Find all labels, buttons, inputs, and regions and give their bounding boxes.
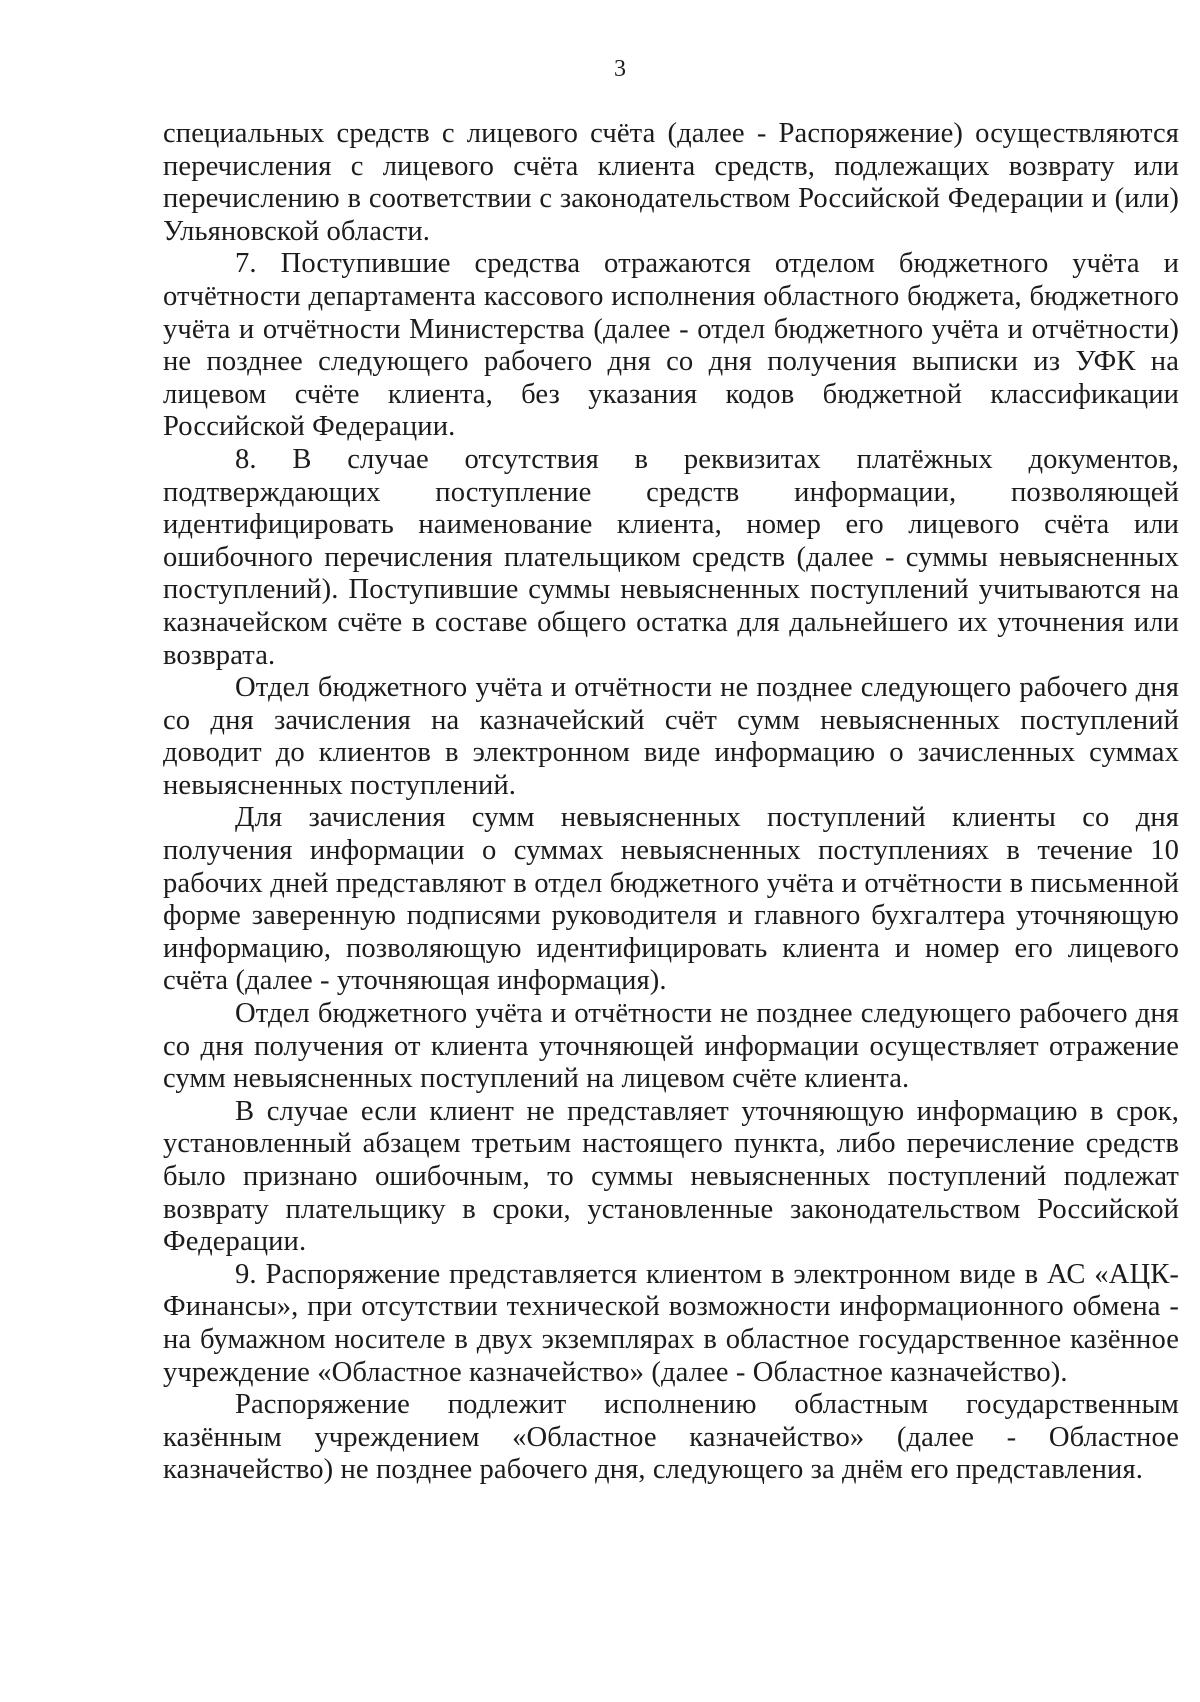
paragraph-item-9-execution: Распоряжение подлежит исполнению областным государственным казённым учреждением «Областное казначейство» (далее - Областное казначейство) не позднее рабочего дня, следующего за днём его представления.: [163, 1389, 1179, 1486]
paragraph-item-8: 8. В случае отсутствия в реквизитах платёжных документов, подтверждающих поступление средств информации, позволяющей идентифицировать наименование клиента, номер его лицевого счёта или ошибочного перечисления плательщиком средств (далее - суммы невыясненных поступлений). Поступившие суммы невыясненных поступлений учитываются на казначейском счёте в составе общего остатка для дальнейшего их уточнения или возврата.: [163, 443, 1179, 671]
paragraph-item-8-refund: В случае если клиент не представляет уточняющую информацию в срок, установленный абзацем третьим настоящего пункта, либо перечисление средств было признано ошибочным, то суммы невыясненных поступлений подлежат возврату плательщику в сроки, установленные законодательством Российской Федерации.: [163, 1095, 1179, 1258]
page-number: 3: [614, 56, 626, 82]
paragraph-item-9: 9. Распоряжение представляется клиентом в электронном виде в АС «АЦК-Финансы», при отсутствии технической возможности информационного обмена - на бумажном носителе в двух экземплярах в областное государственное казённое учреждение «Областное казначейство» (далее - Областное казначейство).: [163, 1258, 1179, 1388]
paragraph-item-8-clarification: Для зачисления сумм невыясненных поступлений клиенты со дня получения информации о суммах невыясненных поступлениях в течение 10 рабочих дней представляют в отдел бюджетного учёта и отчётности в письменной форме заверенную подписями руководителя и главного бухгалтера уточняющую информацию, позволяющую идентифицировать клиента и номер его лицевого счёта (далее - уточняющая информация).: [163, 802, 1179, 997]
paragraph-item-8-reflection: Отдел бюджетного учёта и отчётности не позднее следующего рабочего дня со дня получения от клиента уточняющей информации осуществляет отражение сумм невыясненных поступлений на лицевом счёте клиента.: [163, 998, 1179, 1095]
paragraph-item-8-notification: Отдел бюджетного учёта и отчётности не позднее следующего рабочего дня со дня зачисления на казначейский счёт сумм невыясненных поступлений доводит до клиентов в электронном виде информацию о зачисленных суммах невыясненных поступлений.: [163, 672, 1179, 801]
document-body: [163, 118, 1179, 1487]
paragraph-item-7: 7. Поступившие средства отражаются отделом бюджетного учёта и отчётности департамента кассового исполнения областного бюджета, бюджетного учёта и отчётности Министерства (далее - отдел бюджетного учёта и отчётности) не позднее следующего рабочего дня со дня получения выписки из УФК на лицевом счёте клиента, без указания кодов бюджетной классификации Российской Федерации.: [163, 248, 1179, 443]
paragraph-continuation: специальных средств с лицевого счёта (далее - Распоряжение) осуществляются перечисления с лицевого счёта клиента средств, подлежащих возврату или перечислению в соответствии с законодательством Российской Федерации и (или) Ульяновской области.: [163, 118, 1179, 247]
